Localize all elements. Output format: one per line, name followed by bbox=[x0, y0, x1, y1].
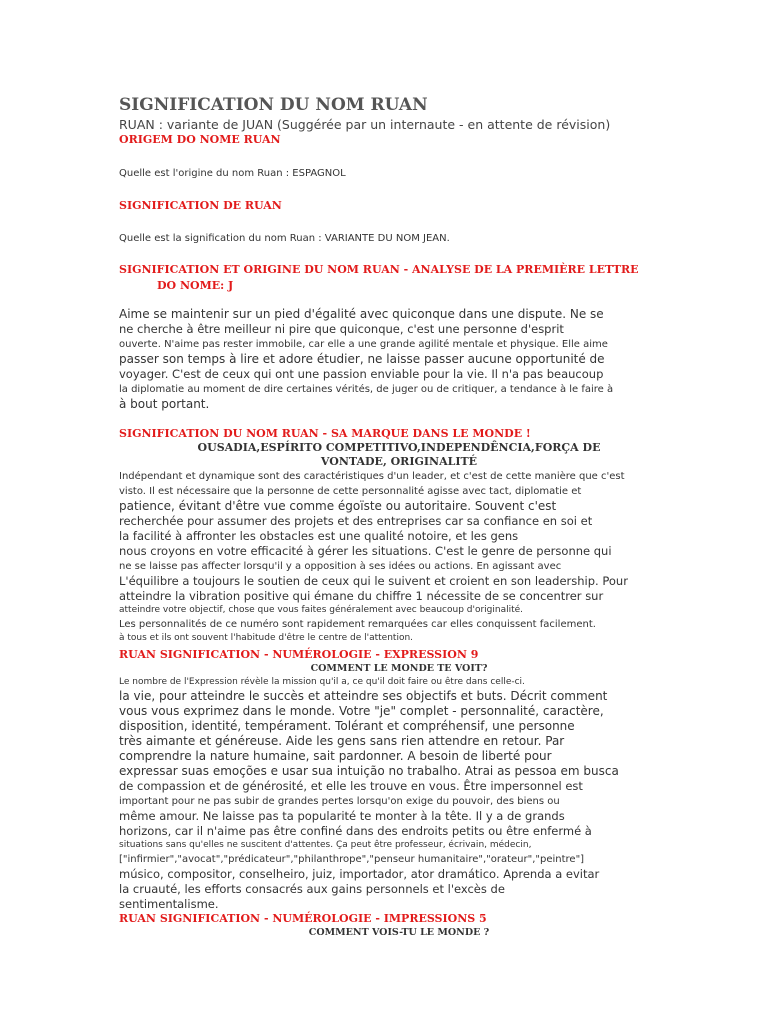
page-title: SIGNIFICATION DU NOM RUAN bbox=[119, 95, 428, 115]
mark-paragraph bbox=[119, 469, 679, 645]
paragraph-line: patience, évitant d'être vue comme égoïste ou autoritaire. Souvent c'est bbox=[119, 499, 557, 513]
document-page bbox=[119, 94, 679, 940]
paragraph-line: ne se laisse pas affecter lorsqu'il y a opposition à ses idées ou actions. En agissant avec bbox=[119, 561, 562, 572]
first-letter-heading bbox=[119, 263, 679, 295]
paragraph-line: situations sans qu'elles ne suscitent d'attentes. Ça peut être professeur, écrivain, médecin, bbox=[119, 840, 532, 850]
first-letter-paragraph bbox=[119, 307, 679, 412]
paragraph-line: atteindre votre objectif, chose que vous faites généralement avec beaucoup d'originalité. bbox=[119, 605, 524, 615]
paragraph-line: músico, compositor, conselheiro, juiz, importador, ator dramático. Aprenda a evitar bbox=[119, 867, 600, 881]
paragraph-line: Indépendant et dynamique sont des caractéristiques d'un leader, et c'est de cette manière que c'est bbox=[119, 471, 625, 482]
paragraph-line: Le nombre de l'Expression révèle la mission qu'il a, ce qu'il doit faire ou être dans celle-ci. bbox=[119, 677, 525, 687]
paragraph-line: horizons, car il n'aime pas être confiné dans des endroits petits ou être enfermé à bbox=[119, 824, 592, 838]
first-letter-heading-line2: DO NOME: J bbox=[157, 279, 234, 292]
paragraph-line: comprendre la nature humaine, sait pardonner. A besoin de liberté pour bbox=[119, 749, 552, 763]
paragraph-line: L'équilibre a toujours le soutien de ceux qui le suivent et croient en son leadership. Pour bbox=[119, 574, 628, 588]
paragraph-line: disposition, identité, tempérament. Tolérant et compréhensif, une personne bbox=[119, 719, 575, 733]
paragraph-line: ouverte. N'aime pas rester immobile, car elle a une grande agilité mentale et physique. Elle aime bbox=[119, 339, 608, 350]
paragraph-line: sentimentalisme. bbox=[119, 897, 219, 911]
origin-heading: ORIGEM DO NOME RUAN bbox=[119, 133, 281, 146]
paragraph-line: même amour. Ne laisse pas ta popularité te monter à la tête. Il y a de grands bbox=[119, 809, 565, 823]
paragraph-line: la cruauté, les efforts consacrés aux gains personnels et l'excès de bbox=[119, 882, 505, 896]
paragraph-line: la vie, pour atteindre le succès et atteindre ses objectifs et buts. Décrit comment bbox=[119, 689, 608, 703]
expression-subheading: COMMENT LE MONDE TE VOIT? bbox=[310, 663, 488, 674]
expression-paragraph bbox=[119, 676, 679, 912]
paragraph-line: Aime se maintenir sur un pied d'égalité avec quiconque dans une dispute. Ne se bbox=[119, 307, 604, 321]
paragraph-line: la facilité à affronter les obstacles est une qualité notoire, et les gens bbox=[119, 529, 519, 543]
paragraph-line: à tous et ils ont souvent l'habitude d'être le centre de l'attention. bbox=[119, 633, 414, 643]
paragraph-line: à bout portant. bbox=[119, 397, 210, 411]
origin-text: Quelle est l'origine du nom Ruan : ESPAGNOL bbox=[119, 168, 346, 179]
impressions-subheading: COMMENT VOIS-TU LE MONDE ? bbox=[308, 927, 490, 938]
paragraph-line: ["infirmier","avocat","prédicateur","philanthrope","penseur humanitaire","orateur","peintre"] bbox=[119, 854, 585, 865]
mark-subheading-line1: OUSADIA,ESPÍRITO COMPETITIVO,INDEPENDÊNCIA,FORÇA DE bbox=[197, 441, 601, 454]
paragraph-line: voyager. C'est de ceux qui ont une passion enviable pour la vie. Il n'a pas beaucoup bbox=[119, 367, 604, 381]
paragraph-line: visto. Il est nécessaire que la personne de cette personnalité agisse avec tact, diplomatie et bbox=[119, 486, 582, 497]
meaning-text: Quelle est la signification du nom Ruan : VARIANTE DU NOM JEAN. bbox=[119, 233, 450, 244]
paragraph-line: nous croyons en votre efficacité à gérer les situations. C'est le genre de personne qui bbox=[119, 544, 612, 558]
paragraph-line: recherchée pour assumer des projets et des entreprises car sa confiance en soi et bbox=[119, 514, 593, 528]
paragraph-line: vous vous exprimez dans le monde. Votre "je" complet - personnalité, caractère, bbox=[119, 704, 604, 718]
first-letter-heading-line1: SIGNIFICATION ET ORIGINE DU NOM RUAN - ANALYSE DE LA PREMIÈRE LETTRE bbox=[119, 263, 639, 276]
paragraph-line: passer son temps à lire et adore étudier, ne laisse passer aucune opportunité de bbox=[119, 352, 605, 366]
paragraph-line: atteindre la vibration positive qui émane du chiffre 1 nécessite de se concentrer sur bbox=[119, 589, 604, 603]
paragraph-line: la diplomatie au moment de dire certaines vérités, de juger ou de critiquer, a tendance à le faire à bbox=[119, 384, 614, 395]
impressions-heading: RUAN SIGNIFICATION - NUMÉROLOGIE - IMPRESSIONS 5 bbox=[119, 912, 487, 925]
paragraph-line: expressar suas emoções e usar sua intuição no trabalho. Atrai as pessoa em busca bbox=[119, 764, 619, 778]
paragraph-line: ne cherche à être meilleur ni pire que quiconque, c'est une personne d'esprit bbox=[119, 322, 564, 336]
paragraph-line: très aimante et généreuse. Aide les gens sans rien attendre en retour. Par bbox=[119, 734, 565, 748]
meaning-heading: SIGNIFICATION DE RUAN bbox=[119, 199, 282, 212]
mark-subheading bbox=[119, 441, 679, 469]
page-subtitle: RUAN : variante de JUAN (Suggérée par un internaute - en attente de révision) bbox=[119, 117, 611, 132]
mark-heading: SIGNIFICATION DU NOM RUAN - SA MARQUE DANS LE MONDE ! bbox=[119, 427, 531, 440]
paragraph-line: de compassion et de générosité, et elle les trouve en vous. Être impersonnel est bbox=[119, 779, 583, 793]
paragraph-line: Les personnalités de ce numéro sont rapidement remarquées car elles conquissent facilement. bbox=[119, 619, 596, 630]
paragraph-line: important pour ne pas subir de grandes pertes lorsqu'on exige du pouvoir, des biens ou bbox=[119, 796, 560, 807]
mark-subheading-line2: VONTADE, ORIGINALITÉ bbox=[320, 455, 478, 468]
expression-heading: RUAN SIGNIFICATION - NUMÉROLOGIE - EXPRESSION 9 bbox=[119, 648, 479, 661]
